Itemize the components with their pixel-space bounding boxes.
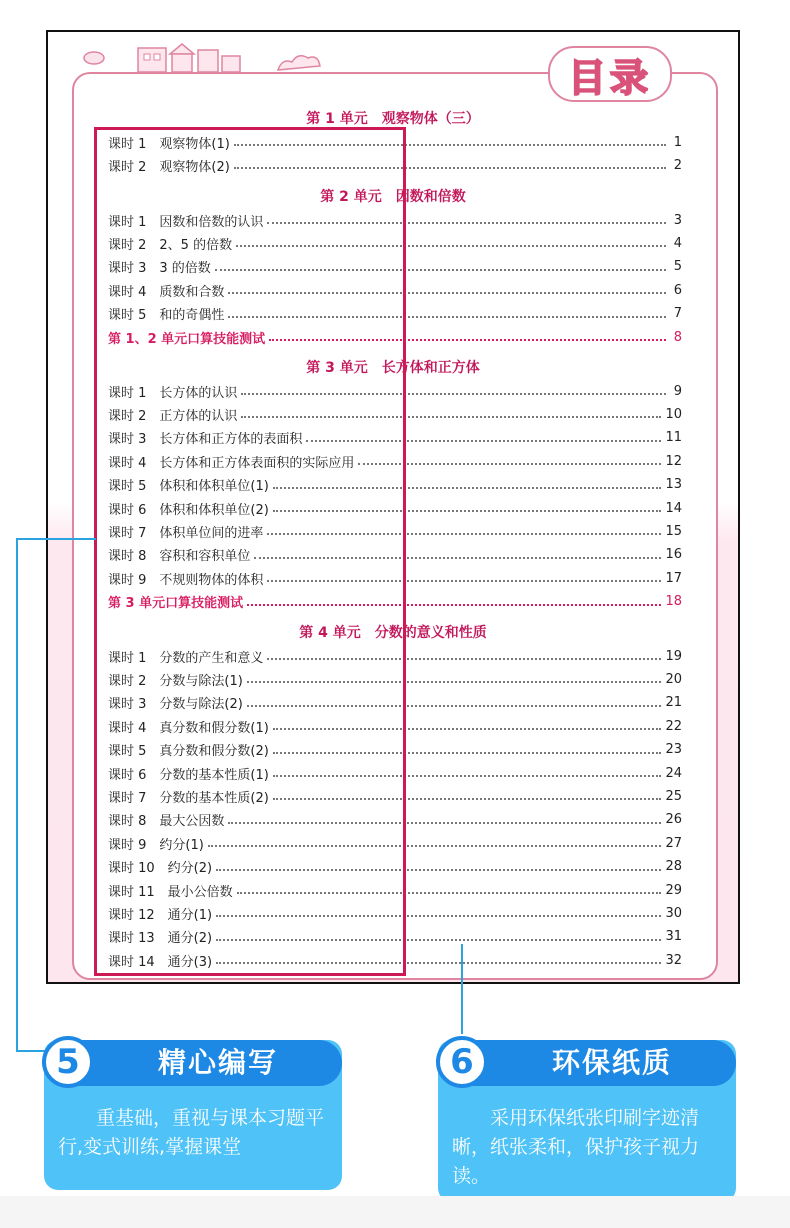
entry-label: 课时 4 真分数和假分数(1) bbox=[108, 720, 269, 736]
feature-number-badge: 6 bbox=[436, 1036, 488, 1088]
entry-label: 课时 7 体积单位间的进率 bbox=[108, 525, 264, 541]
entry-label: 课时 3 分数与除法(2) bbox=[108, 697, 243, 713]
feature-card-6 bbox=[438, 1040, 736, 1202]
entry-page-number: 7 bbox=[673, 306, 682, 322]
feature-title: 精心编写 bbox=[157, 1046, 278, 1079]
entry-label: 课时 11 最小公倍数 bbox=[108, 884, 233, 900]
toc-title: 目录 bbox=[567, 55, 652, 100]
entry-page-number: 29 bbox=[665, 882, 682, 898]
entry-label: 课时 10 约分(2) bbox=[108, 861, 213, 877]
entry-label: 课时 2 分数与除法(1) bbox=[108, 673, 243, 689]
entry-label: 课时 12 通分(1) bbox=[108, 907, 213, 923]
entry-label: 课时 3 3 的倍数 bbox=[108, 261, 211, 277]
callout-line-6 bbox=[461, 944, 463, 1034]
entry-page-number: 9 bbox=[673, 383, 682, 399]
entry-page-number: 10 bbox=[665, 406, 682, 422]
entry-label: 课时 5 体积和体积单位(1) bbox=[108, 479, 269, 495]
bottom-wave-decoration bbox=[0, 1196, 790, 1228]
entry-label: 课时 4 质数和合数 bbox=[108, 284, 225, 300]
entry-page-number: 26 bbox=[665, 812, 682, 828]
entry-label: 第 3 单元口算技能测试 bbox=[108, 596, 244, 612]
entry-label: 课时 5 真分数和假分数(2) bbox=[108, 744, 269, 760]
entry-page-number: 21 bbox=[665, 695, 682, 711]
entry-page-number: 6 bbox=[673, 282, 682, 298]
entry-label: 课时 4 长方体和正方体表面积的实际应用 bbox=[108, 455, 355, 471]
entry-page-number: 25 bbox=[665, 788, 682, 804]
entry-label: 课时 1 分数的产生和意义 bbox=[108, 650, 264, 666]
entry-page-number: 16 bbox=[665, 547, 682, 563]
entry-page-number: 5 bbox=[673, 259, 682, 275]
unit-title: 第 2 单元 因数和倍数 bbox=[320, 189, 466, 205]
entry-page-number: 28 bbox=[665, 859, 682, 875]
entry-page-number: 18 bbox=[665, 594, 682, 610]
entry-page-number: 30 bbox=[665, 905, 682, 921]
entry-label: 课时 6 分数的基本性质(1) bbox=[108, 767, 269, 783]
entry-page-number: 23 bbox=[665, 742, 682, 758]
entry-page-number: 11 bbox=[665, 430, 682, 446]
feature-number-badge: 5 bbox=[42, 1036, 94, 1088]
entry-page-number: 2 bbox=[673, 157, 682, 173]
toc-page bbox=[46, 30, 740, 984]
entry-label: 课时 1 因数和倍数的认识 bbox=[108, 214, 264, 230]
entry-page-number: 12 bbox=[665, 453, 682, 469]
entry-page-number: 19 bbox=[665, 648, 682, 664]
entry-page-number: 1 bbox=[673, 134, 682, 150]
unit-title: 第 1 单元 观察物体（三） bbox=[306, 111, 480, 127]
entry-label: 课时 2 2、5 的倍数 bbox=[108, 237, 233, 253]
entry-page-number: 32 bbox=[665, 952, 682, 968]
unit-title: 第 3 单元 长方体和正方体 bbox=[306, 360, 480, 376]
feature-text: 重基础，重视与课本习题平行,变式训练,掌握课堂 bbox=[58, 1107, 325, 1158]
entry-page-number: 17 bbox=[665, 570, 682, 586]
entry-label: 课时 2 正方体的认识 bbox=[108, 408, 238, 424]
callout-line-5 bbox=[16, 538, 96, 1052]
entry-label: 课时 2 观察物体(2) bbox=[108, 159, 230, 175]
entry-label: 课时 9 不规则物体的体积 bbox=[108, 572, 264, 588]
entry-page-number: 20 bbox=[665, 671, 682, 687]
entry-label: 课时 9 约分(1) bbox=[108, 837, 204, 853]
entry-label: 课时 14 通分(3) bbox=[108, 954, 213, 970]
toc-title-badge bbox=[548, 46, 672, 102]
entry-page-number: 13 bbox=[665, 477, 682, 493]
feature-text: 采用环保纸张印刷字迹清晰，纸张柔和，保护孩子视力读。 bbox=[452, 1107, 700, 1187]
entry-label: 课时 1 长方体的认识 bbox=[108, 385, 238, 401]
entry-label: 课时 1 观察物体(1) bbox=[108, 136, 230, 152]
entry-label: 课时 5 和的奇偶性 bbox=[108, 308, 225, 324]
entry-page-number: 31 bbox=[665, 929, 682, 945]
entry-label: 课时 7 分数的基本性质(2) bbox=[108, 790, 269, 806]
entry-page-number: 24 bbox=[665, 765, 682, 781]
entry-label: 第 1、2 单元口算技能测试 bbox=[108, 331, 266, 347]
entry-page-number: 3 bbox=[673, 212, 682, 228]
entry-page-number: 15 bbox=[665, 523, 682, 539]
entry-label: 课时 8 最大公因数 bbox=[108, 814, 225, 830]
feature-card-5 bbox=[44, 1040, 342, 1190]
entry-label: 课时 3 长方体和正方体的表面积 bbox=[108, 432, 303, 448]
entry-page-number: 4 bbox=[673, 235, 682, 251]
entry-page-number: 27 bbox=[665, 835, 682, 851]
unit-title: 第 4 单元 分数的意义和性质 bbox=[299, 625, 487, 641]
entry-label: 课时 13 通分(2) bbox=[108, 931, 213, 947]
feature-title: 环保纸质 bbox=[551, 1046, 672, 1079]
entry-page-number: 8 bbox=[673, 329, 682, 345]
entry-label: 课时 6 体积和体积单位(2) bbox=[108, 502, 269, 518]
cartoon-buildings-decoration-icon bbox=[78, 40, 358, 74]
entry-page-number: 14 bbox=[665, 500, 682, 516]
highlight-box bbox=[94, 127, 406, 976]
entry-page-number: 22 bbox=[665, 718, 682, 734]
entry-label: 课时 8 容积和容积单位 bbox=[108, 549, 251, 565]
